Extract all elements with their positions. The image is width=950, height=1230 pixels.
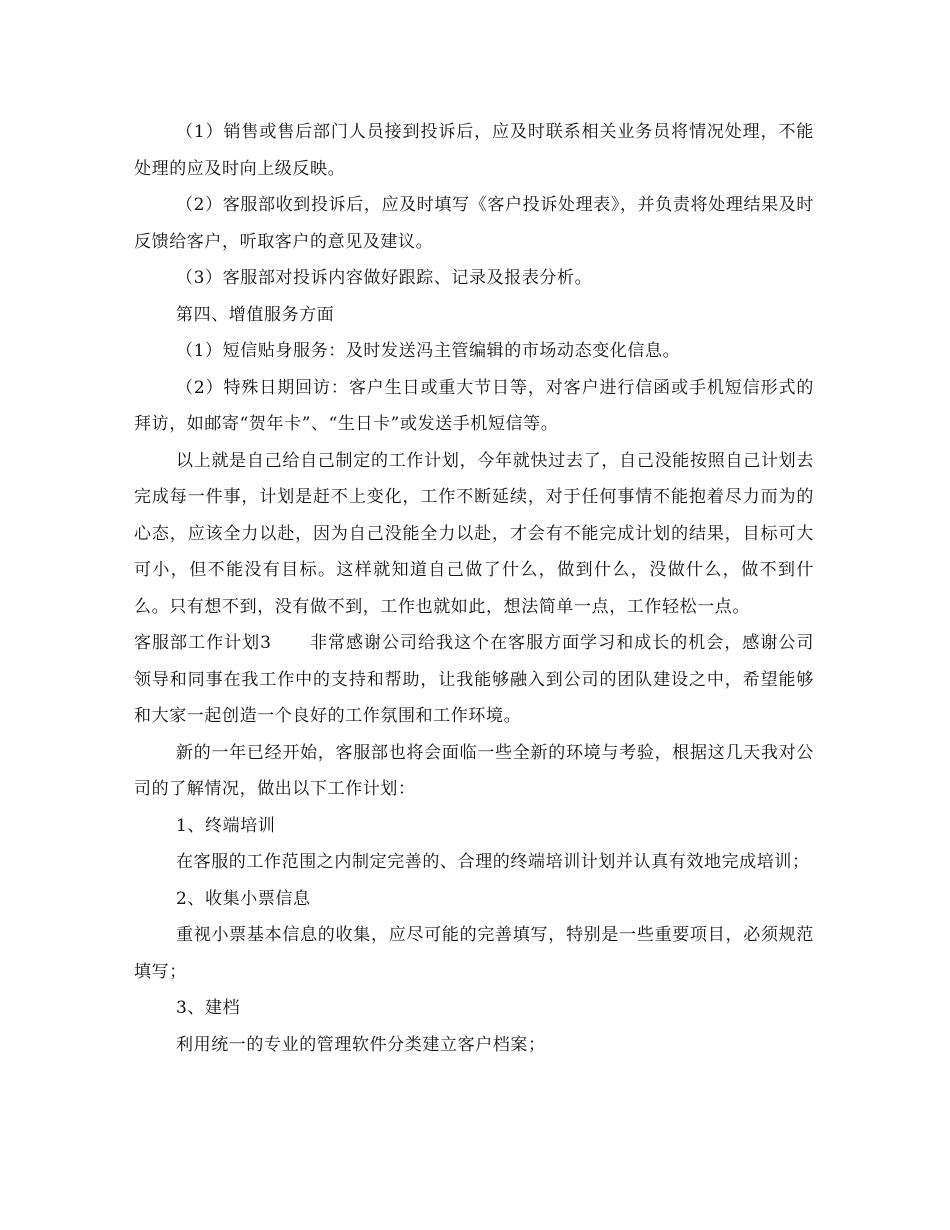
paragraph-archiving: 利用统一的专业的管理软件分类建立客户档案； xyxy=(176,1034,546,1055)
heading-collect-receipts: 2、收集小票信息 xyxy=(176,888,311,909)
paragraph-complaint-sales: （1）销售或售后部门人员接到投诉后，应及时联系相关业务员将情况处理，不能处理的应及时向上级反映。 xyxy=(134,122,814,179)
paragraph-sms-service: （1）短信贴身服务：及时发送冯主管编辑的市场动态变化信息。 xyxy=(176,341,681,361)
section-intro: 非常感谢公司给我这个在客服方面学习和成长的机会，感谢公司领导和同事在我工作中的支持和帮助，让我能够融入到公司的团队建设之中，希望能够和大家一起创造一个良好的工作氛围和工作环境。 xyxy=(134,633,814,726)
paragraph-complaint-service: （2）客服部收到投诉后，应及时填写《客户投诉处理表》，并负责将处理结果及时反馈给客户，听取客户的意见及建议。 xyxy=(134,195,814,252)
paragraph-summary: 以上就是自己给自己制定的工作计划，今年就快过去了，自己没能按照自己计划去完成每一件事，计划是赶不上变化，工作不断延续，对于任何事情不能抱着尽力而为的心态，应该全力以赴，因为自己没能全力以赴，才会有不能完成计划的结果，目标可大可小，但不能没有目标。这样就知道自己做了什么，做到什么，没做什么，做不到什么。只有想不到，没有做不到，工作也就如此，想法简单一点，工作轻松一点。 xyxy=(134,450,814,617)
section-heading-paragraph xyxy=(134,625,814,735)
section-title: 客服部工作计划3 xyxy=(134,633,272,653)
paragraph-collect-receipts: 重视小票基本信息的收集，应尽可能的完善填写，特别是一些重要项目，必须规范填写； xyxy=(134,925,814,982)
paragraph-terminal-training: 在客服的工作范围之内制定完善的、合理的终端培训计划并认真有效地完成培训； xyxy=(176,852,810,872)
document-body xyxy=(134,114,814,1063)
heading-terminal-training: 1、终端培训 xyxy=(176,815,276,836)
heading-value-added-services: 第四、增值服务方面 xyxy=(176,304,335,325)
paragraph-complaint-tracking: （3）客服部对投诉内容做好跟踪、记录及报表分析。 xyxy=(176,268,593,288)
paragraph-new-year-plan: 新的一年已经开始，客服部也将会面临一些全新的环境与考验，根据这几天我对公司的了解情况，做出以下工作计划： xyxy=(134,742,814,799)
heading-archiving: 3、建档 xyxy=(176,998,241,1018)
paragraph-special-date-visit: （2）特殊日期回访：客户生日或重大节日等，对客户进行信函或手机短信形式的拜访，如邮寄“贺年卡”、“生日卡”或发送手机短信等。 xyxy=(134,377,814,434)
